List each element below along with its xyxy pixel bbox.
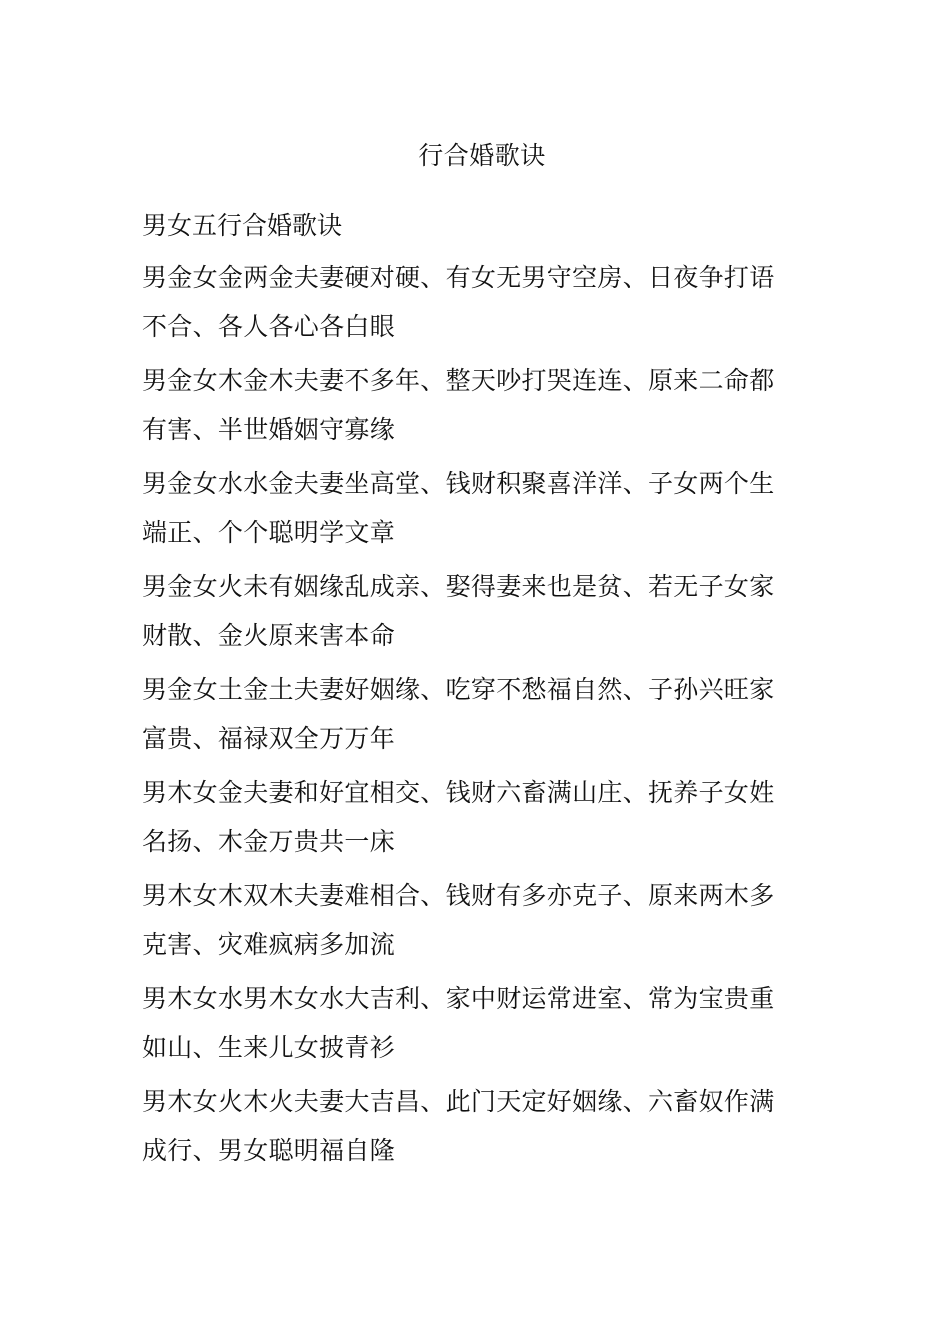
verse-line: 富贵、福禄双全万万年 bbox=[142, 724, 396, 753]
section-heading: 男女五行合婚歌诀 bbox=[142, 211, 343, 240]
verse-line: 成行、男女聪明福自隆 bbox=[142, 1136, 396, 1165]
verse-line: 男金女水水金夫妻坐高堂、钱财积聚喜洋洋、子女两个生 bbox=[142, 469, 775, 498]
verse-wood-metal bbox=[142, 769, 792, 866]
verse-line: 如山、生来儿女披青衫 bbox=[142, 1033, 396, 1062]
verse-line: 端正、个个聪明学文章 bbox=[142, 518, 396, 547]
verse-line: 克害、灾难疯病多加流 bbox=[142, 930, 396, 959]
verse-metal-earth bbox=[142, 666, 792, 763]
document-body bbox=[142, 204, 792, 1175]
verse-line: 男金女木金木夫妻不多年、整天吵打哭连连、原来二命都 bbox=[142, 366, 775, 395]
verse-metal-fire bbox=[142, 563, 792, 660]
verse-metal-wood bbox=[142, 357, 792, 454]
document-title: 行合婚歌诀 bbox=[418, 141, 546, 170]
verse-line: 男木女火木火夫妻大吉昌、此门天定好姻缘、六畜奴作满 bbox=[142, 1087, 775, 1116]
verse-line: 男金女土金土夫妻好姻缘、吃穿不愁福自然、子孙兴旺家 bbox=[142, 675, 775, 704]
verse-wood-fire bbox=[142, 1078, 792, 1175]
verse-line: 男金女火未有姻缘乱成亲、娶得妻来也是贫、若无子女家 bbox=[142, 572, 775, 601]
verse-line: 不合、各人各心各白眼 bbox=[142, 312, 396, 341]
verse-line: 名扬、木金万贵共一床 bbox=[142, 827, 396, 856]
verse-line: 男木女水男木女水大吉利、家中财运常进室、常为宝贵重 bbox=[142, 984, 775, 1013]
verse-wood-water bbox=[142, 975, 792, 1072]
verse-line: 男金女金两金夫妻硬对硬、有女无男守空房、日夜争打语 bbox=[142, 263, 775, 292]
verse-line: 有害、半世婚姻守寡缘 bbox=[142, 415, 396, 444]
verse-line: 男木女木双木夫妻难相合、钱财有多亦克子、原来两木多 bbox=[142, 881, 775, 910]
verse-metal-metal bbox=[142, 254, 792, 351]
verse-line: 男木女金夫妻和好宜相交、钱财六畜满山庄、抚养子女姓 bbox=[142, 778, 775, 807]
verse-wood-wood bbox=[142, 872, 792, 969]
verse-line: 财散、金火原来害本命 bbox=[142, 621, 396, 650]
verse-metal-water bbox=[142, 460, 792, 557]
